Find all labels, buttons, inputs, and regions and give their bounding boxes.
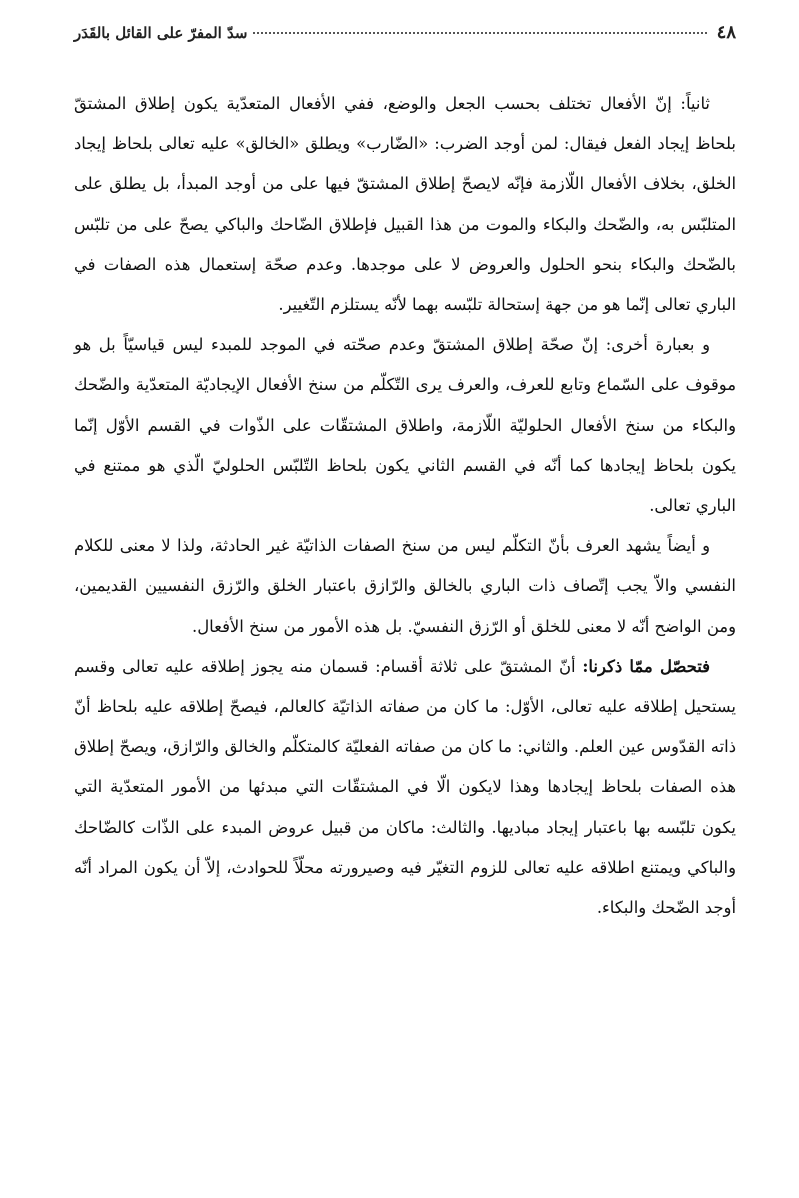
paragraph-1: [74, 84, 736, 325]
paragraph-text: ثانياً: إنّ الأفعال تختلف بحسب الجعل والوضع، ففي الأفعال المتعدّية يكون إطلاق المشتقّ بلحاظ إيجاد الفعل فيقال: لمن أوجد الضرب: «الضّارب» ويطلق «الخالق» عليه تعالى بلحاظ إيجاد الخلق، بخلاف الأفعال اللّازمة فإنّه لايصحّ إطلاق المشتقّ فيها على من أوجد المبدأ، بل يطلق على المتلبّس به، والضّحك والبكاء والموت من هذا القبيل فإطلاق الضّاحك والباكي يصحّ على من تلبّس بالضّحك والبكاء بنحو الحلول والعروض لا على موجدها. وعدم صحّة إستعمال هذه الصفات في الباري تعالى إنّما هو من جهة إستحالة تلبّسه بهما لأنّه يستلزم التّغيير.: [74, 94, 736, 315]
dotted-leader: [253, 32, 706, 34]
paragraph-text: و بعبارة أخرى: إنّ صحّة إطلاق المشتقّ وعدم صحّته في الموجد للمبدء ليس قياسيّاً بل هو موقوف على السّماع وتابع للعرف، والعرف يرى التّكلّم من سنخ الأفعال الإيجاديّة المتعدّية والضّحك والبكاء من سنخ الأفعال الحلوليّة اللّازمة، واطلاق المشتقّات على الذّوات في القسم الأوّل إنّما يكون بلحاظ إيجادها كما أنّه في القسم الثاني يكون بلحاظ التّلبّس الحلوليّ الّذي هو ممتنع في الباري تعالى.: [74, 335, 736, 516]
paragraph-text: و أيضاً يشهد العرف بأنّ التكلّم ليس من سنخ الصفات الذاتيّة غير الحادثة، ولذا لا معنى للكلام النفسي والاّ يجب إتّصاف ذات الباري بالخالق والرّازق باعتبار الخلق والرّزق النفسيين القديمين، ومن الواضح أنّه لا معنى للخلق أو الرّزق النفسيّ. بل هذه الأمور من سنخ الأفعال.: [74, 536, 736, 636]
body-text: [74, 84, 736, 928]
paragraph-4: [74, 647, 736, 928]
paragraph-2: [74, 325, 736, 526]
paragraph-3: [74, 526, 736, 647]
page-number: ٤٨: [716, 22, 736, 43]
running-header: [74, 22, 736, 62]
paragraph-lead-bold: فتحصّل ممّا ذكرنا:: [582, 656, 710, 676]
running-title: سدّ المفرّ على القائل بالقَدَر: [74, 24, 248, 42]
paragraph-text: أنّ المشتقّ على ثلاثة أقسام: قسمان منه يجوز إطلاقه عليه تعالى وقسم يستحيل إطلاقه عليه تعالى، الأوّل: ما كان من صفاته الذاتيّة كالعالم، فيصحّ إطلاقه عليه بلحاظ أنّ ذاته القدّوس عين العلم. والثاني: ما كان من صفاته الفعليّة كالمتكلّم والخالق والرّازق، ويصحّ إطلاق هذه الصفات بلحاظ إيجادها وهذا لايكون الّا في المشتقّات التي مبدئها من الأمور المتعدّية التي يكون تلبّسه بها باعتبار إيجاد مباديها. والثالث: ماكان من قبيل عروض المبدء على الذّات كالضّاحك والباكي ويمتنع اطلاقه عليه تعالى للزوم التغيّر فيه وصيرورته محلّاً للحوادث، إلاّ أن يكون المراد أنّه أوجد الضّحك والبكاء.: [74, 656, 736, 918]
book-page: [74, 22, 736, 928]
